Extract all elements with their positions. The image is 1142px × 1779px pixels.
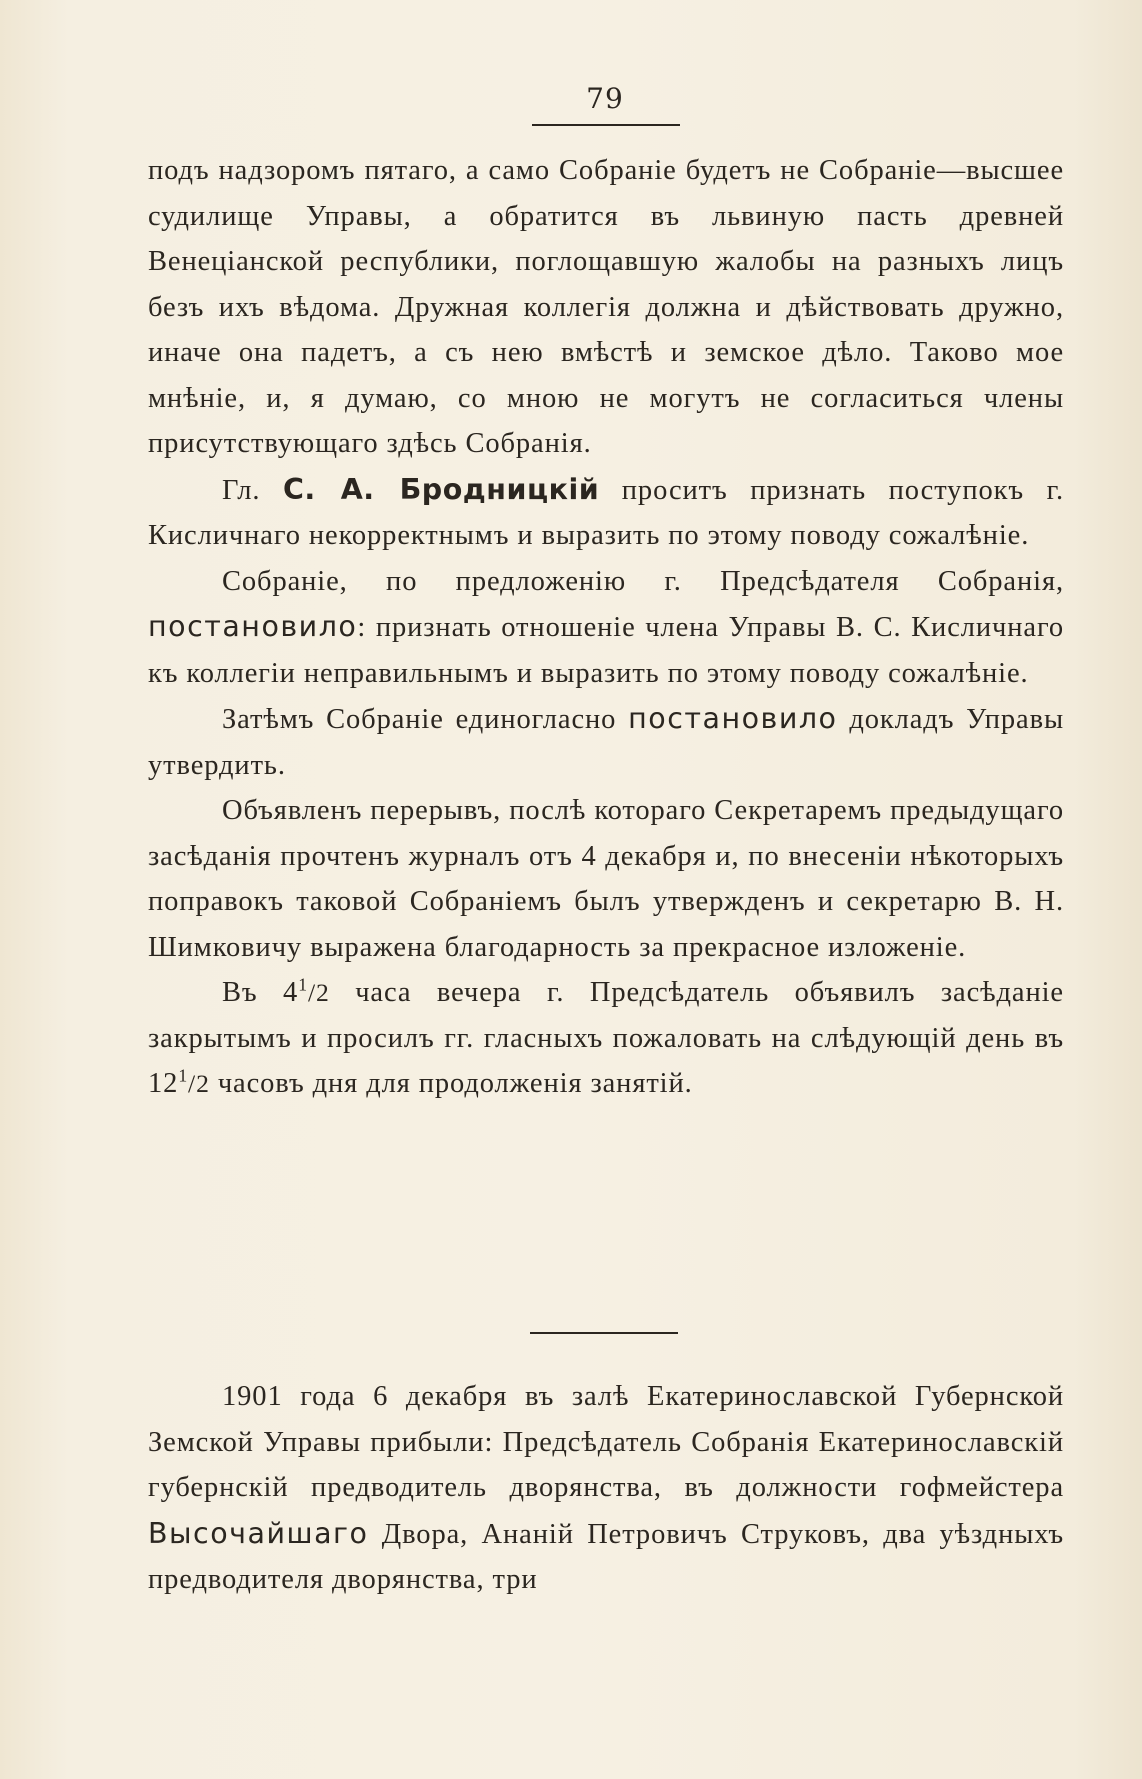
paragraph-4-lead: Затѣмъ Собраніе единогласно: [222, 704, 629, 735]
paragraph-4-text: докладъ Управы утвердить.: [148, 704, 1064, 781]
paragraph-5: [148, 788, 1064, 970]
fraction-denominator: /2: [307, 978, 330, 1007]
spaced-word: Высочайшаго: [148, 1516, 369, 1550]
paragraph-2-text: проситъ признать поступокъ г. Кисличнаго некорректнымъ и выразить по этому поводу сожалѣніе.: [148, 474, 1065, 551]
page-number: 79: [586, 82, 624, 115]
paragraph-6-part-3: часовъ дня для продолженія занятій.: [209, 1068, 693, 1099]
paragraph-6-part-2: часа вечера г. Предсѣдатель объявилъ засѣданіе закрытымъ и просилъ гг. гласныхъ пожаловать на слѣдующій день въ 12: [148, 977, 1064, 1099]
main-text: [148, 148, 1064, 1107]
fraction-denominator: /2: [188, 1069, 210, 1098]
fraction-numerator: 1: [178, 1065, 189, 1086]
paragraph-3-lead: Собраніе, по предложенію г. Предсѣдателя Собранія,: [222, 565, 1064, 597]
paragraph-1: [148, 148, 1064, 467]
paragraph-6-part-1: Въ 4: [222, 977, 299, 1008]
paragraph-1-text: подъ надзоромъ пятаго, а само Собраніе будетъ не Собраніе—высшее судилище Управы, а обратится въ львиную пасть древней Венеціанской республики, поглощавшую жалобы на разныхъ лицъ безъ ихъ вѣдома. Дружная коллегія должна и дѣйствовать дружно, иначе она падетъ, а съ нею вмѣстѣ и земское дѣло. Таково мое мнѣніе, и, я думаю, со мною не могутъ не согласиться члены присутствующаго здѣсь Собранія.: [148, 155, 1064, 459]
speaker-prefix: Гл.: [222, 474, 283, 506]
second-section-text: [148, 1374, 1064, 1603]
section-divider: [530, 1332, 678, 1334]
paragraph-3: [148, 559, 1064, 697]
page-number-rule: [532, 124, 680, 126]
paragraph-2: [148, 467, 1064, 559]
paragraph-6: [148, 970, 1064, 1107]
paragraph-4: [148, 696, 1064, 788]
paragraph-5-text: Объявленъ перерывъ, послѣ котораго Секретаремъ предыдущаго засѣданія прочтенъ журналъ отъ 4 декабря и, по внесеніи нѣкоторыхъ поправокъ таковой Собраніемъ былъ утвержденъ и секретарю В. Н. Шимковичу выражена благодарность за прекрасное изложеніе.: [148, 795, 1064, 963]
resolution-keyword: постановило: [628, 702, 838, 735]
paragraph-7-lead: 1901 года 6 декабря въ залѣ Екатеринославской Губернской Земской Управы прибыли: Предсѣдатель Собранія Екатеринославскій губернскій предводитель дворянства, въ должности гофмейстера: [148, 1381, 1064, 1503]
paragraph-7-text: Двора, Ананій Петровичъ Струковъ, два уѣздныхъ предводителя дворянства, три: [148, 1518, 1064, 1595]
paragraph-3-text: : признать отношеніе члена Управы В. С. Кисличнаго къ коллегіи неправильнымъ и выразить по этому поводу сожалѣніе.: [148, 612, 1064, 689]
paragraph-7: [148, 1374, 1064, 1603]
fraction-numerator: 1: [298, 974, 308, 995]
speaker-name: С. А. Бродницкій: [282, 472, 600, 506]
resolution-keyword: постановило: [148, 610, 358, 643]
